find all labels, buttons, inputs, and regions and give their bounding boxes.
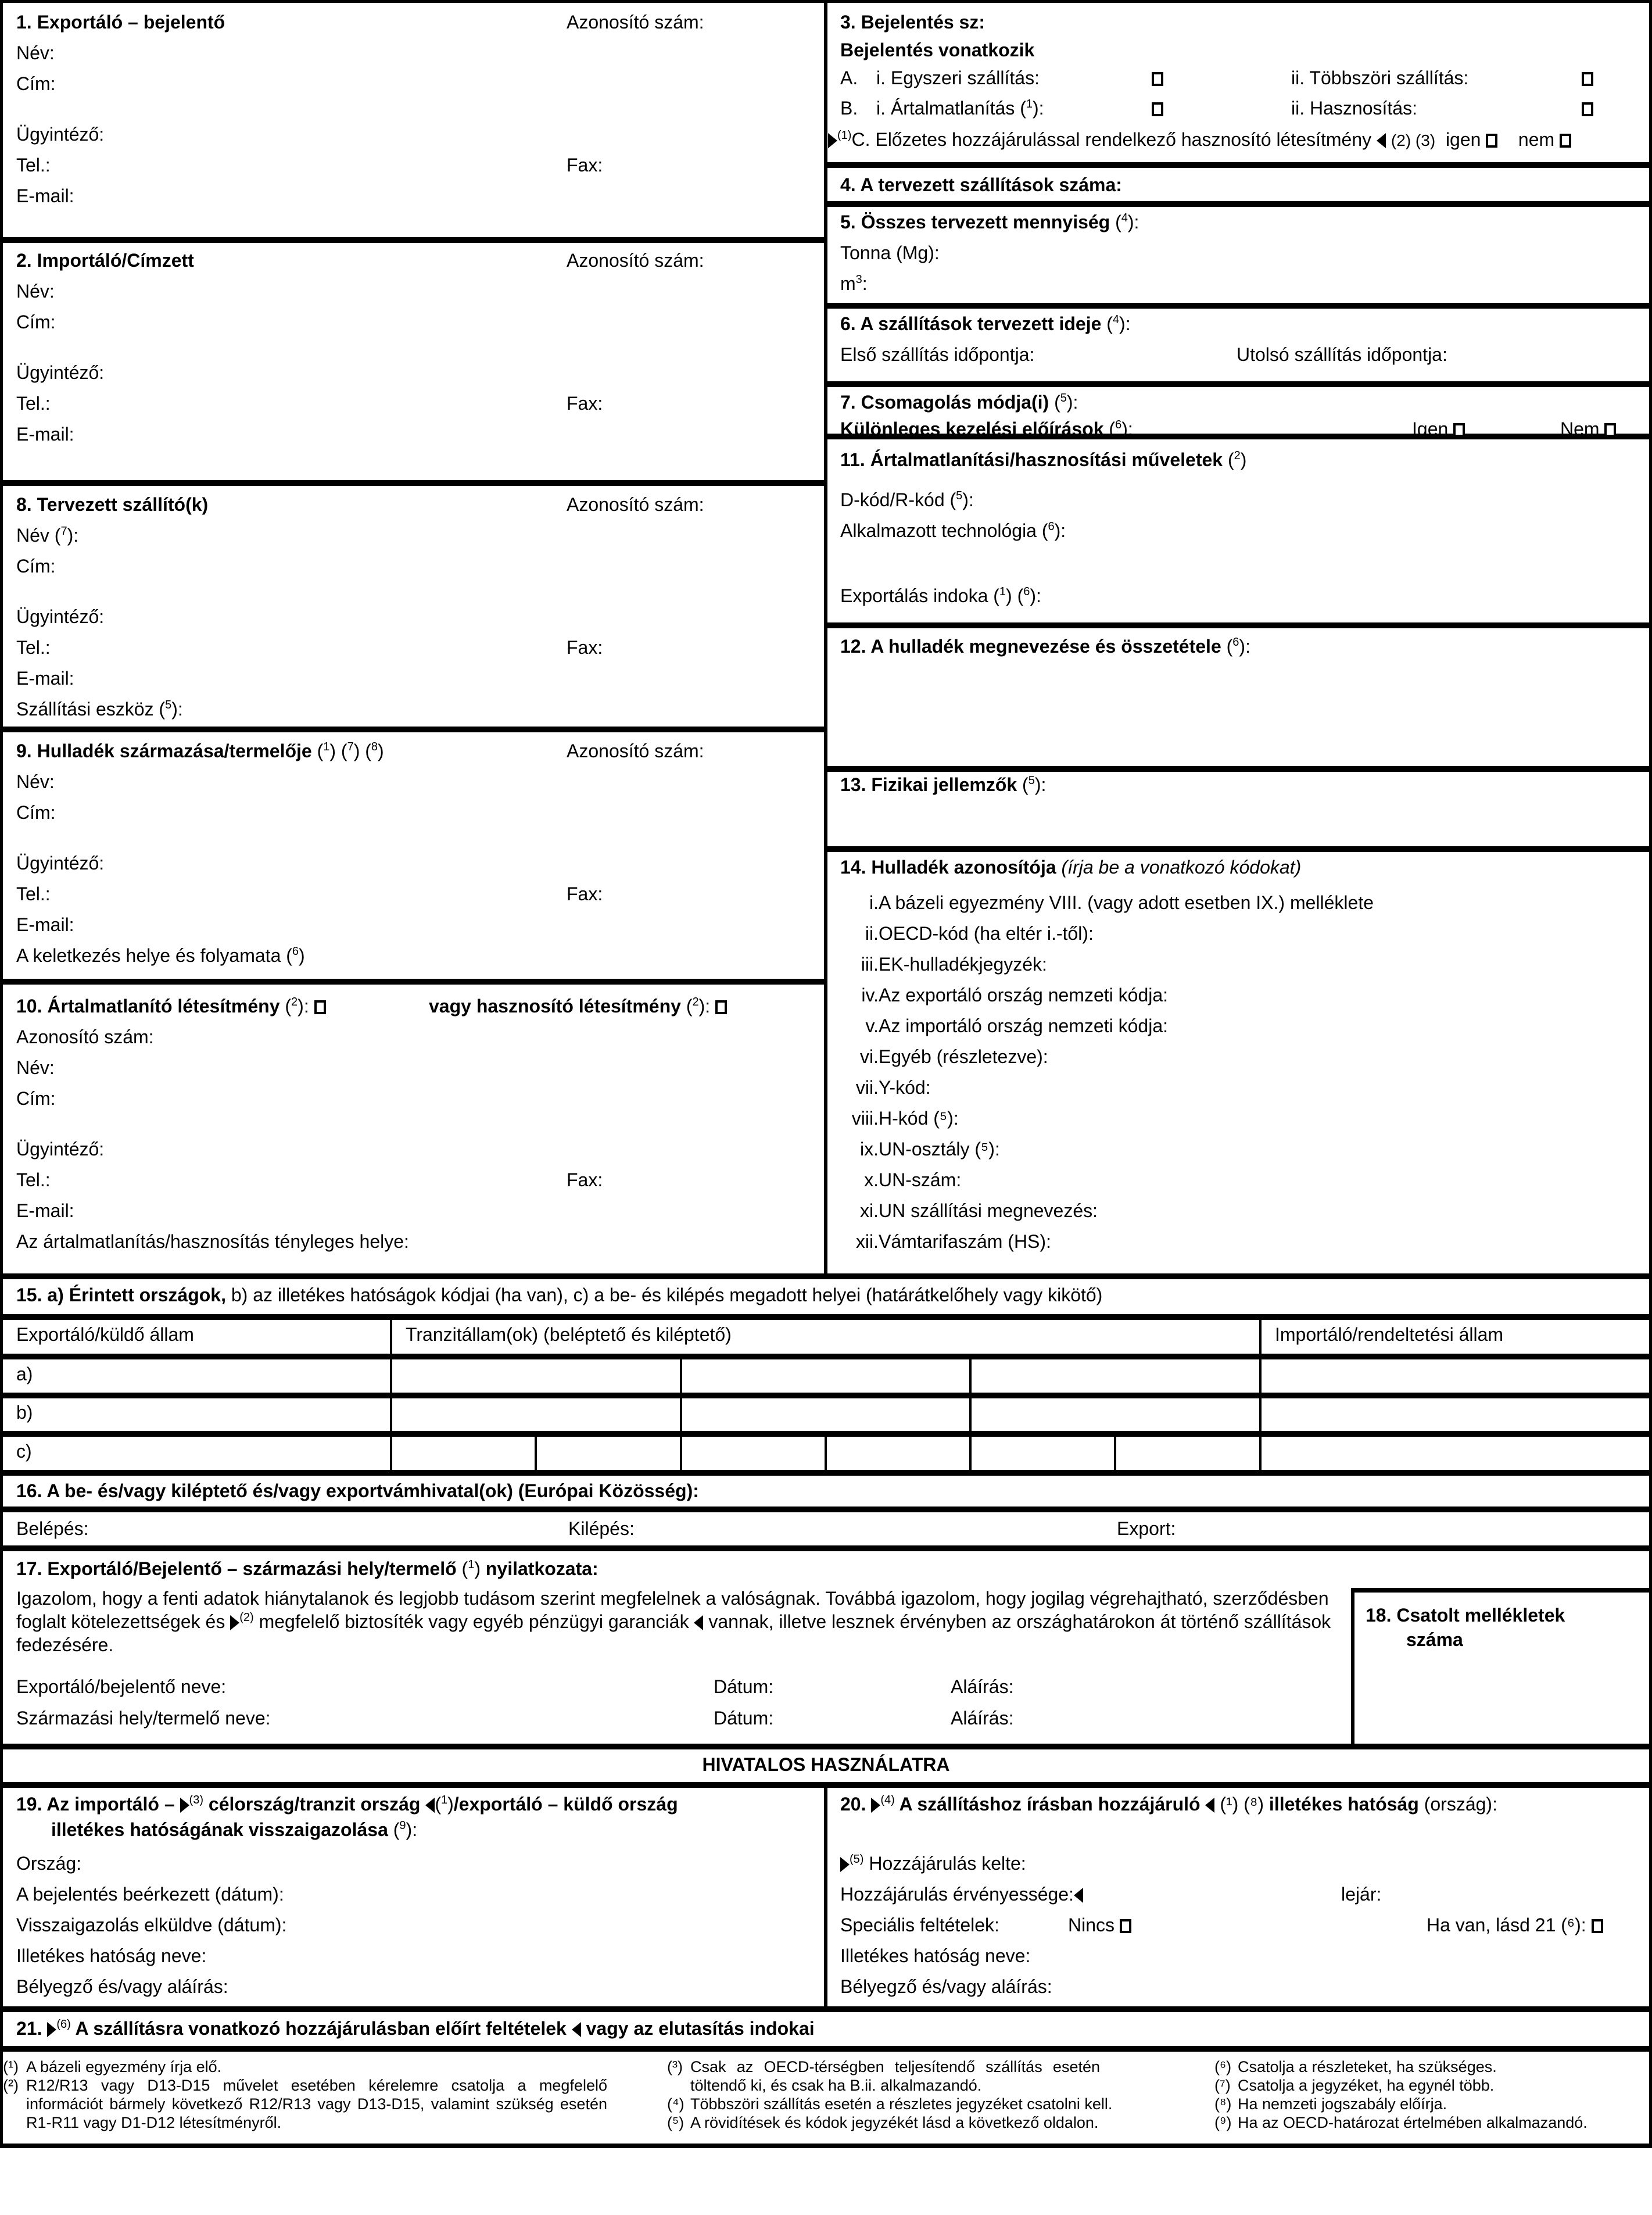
section-18-title-2: száma — [1406, 1629, 1463, 1650]
recovery-checkbox-wrap — [1582, 99, 1593, 117]
footnote-5: (⁵) A rövidítések és kódok jegyzékét lásd a következő oldalon. — [667, 2114, 1099, 2131]
producer-fax-label[interactable]: Fax: — [567, 883, 603, 904]
section-19-title: 19. Az importáló – $^{(3)}$ célország/tranzit ország ($^1$)/exportáló – küldő ország illetékes hatóságának visszaigazolása ($^9$): — [16, 1794, 678, 1840]
recovery-label: ii. Hasznosítás: — [1291, 98, 1417, 119]
carrier-name-label[interactable]: Név ($^7$): — [16, 525, 79, 546]
footnote-1: (¹) A bázeli egyezmény írja elő. — [3, 2058, 222, 2076]
section-21-title[interactable]: 21. $^{(6)}$ A szállításra vonatkozó hozzájárulásban előírt feltételek vagy az elutasítás indokai — [16, 2018, 815, 2039]
table-row-c-label: c) — [16, 1441, 32, 1462]
exporter-date-field[interactable]: Dátum: — [714, 1676, 774, 1697]
special-handling-no: Nem — [1560, 420, 1616, 438]
producer-contact-label[interactable]: Ügyintéző: — [16, 853, 105, 874]
footnotes-bottom-rule — [0, 2145, 1652, 2148]
country-field[interactable]: Ország: — [16, 1853, 82, 1874]
carrier-means-label[interactable]: Szállítási eszköz ($^5$): — [16, 699, 183, 720]
divider — [0, 480, 826, 486]
facility-fax-label[interactable]: Fax: — [567, 1169, 603, 1190]
consent-validity-field[interactable]: Hozzájárulás érvényessége: — [840, 1885, 1083, 1903]
table-col-divider — [1259, 1314, 1262, 1472]
producer-tel-label[interactable]: Tel.: — [16, 883, 51, 904]
insert-end-marker-icon — [1205, 1798, 1214, 1813]
divider — [0, 1545, 1652, 1551]
export-office-label[interactable]: Export: — [1117, 1518, 1176, 1539]
notification-concerns-label: Bejelentés vonatkozik — [840, 40, 1035, 60]
facility-email-label[interactable]: E-mail: — [16, 1200, 74, 1221]
consent-date-field[interactable]: $^{(5)}$ Hozzájárulás kelte: — [840, 1854, 1026, 1873]
carrier-id-label[interactable]: Azonosító szám: — [567, 494, 704, 515]
footnote-9: (⁹) Ha az OECD-határozat értelmében alkalmazandó. — [1214, 2114, 1588, 2131]
table-header-transit-states: Tranzitállam(ok) (beléptető és kiléptető) — [406, 1324, 732, 1345]
section-5-title: 5. Összes tervezett mennyiség ($^4$): — [840, 212, 1139, 232]
export-reason-label[interactable]: Exportálás indoka ($^1$) ($^6$): — [840, 585, 1041, 606]
facility-contact-label[interactable]: Ügyintéző: — [16, 1139, 105, 1160]
carrier-contact-label[interactable]: Ügyintéző: — [16, 606, 105, 627]
no-conditions-checkbox[interactable] — [1120, 1919, 1131, 1933]
exporter-email-label[interactable]: E-mail: — [16, 185, 74, 206]
disposal-checkbox[interactable] — [1152, 102, 1163, 116]
section-14-title: 14. Hulladék azonosítója (írja be a vonatkozó kódokat) — [840, 857, 1302, 878]
section-16-title: 16. A be- és/vagy kiléptető és/vagy exportvámhivatal(ok) (Európai Közösség): — [16, 1480, 699, 1501]
section-13-title[interactable]: 13. Fizikai jellemzők ($^5$): — [840, 774, 1047, 795]
facility-tel-label[interactable]: Tel.: — [16, 1169, 51, 1190]
stamp-signature-field[interactable]: Bélyegző és/vagy aláírás: — [16, 1976, 228, 1997]
multiple-shipments-checkbox-wrap — [1582, 69, 1593, 87]
special-conditions-label: Speciális feltételek: — [840, 1915, 999, 1935]
table-header-import-state: Importáló/rendeltetési állam — [1275, 1324, 1504, 1345]
insert-start-marker-icon — [47, 2022, 56, 2037]
divider — [0, 979, 826, 985]
section-17-title: 17. Exportáló/Bejelentő – származási hely/termelő ($^1$) nyilatkozata: — [16, 1558, 599, 1579]
recovery-checkbox[interactable] — [1582, 102, 1593, 116]
authority-name-field[interactable]: Illetékes hatóság neve: — [16, 1945, 207, 1966]
entry-office-label[interactable]: Belépés: — [16, 1518, 89, 1539]
footnote-7: (⁷) Csatolja a jegyzéket, ha egynél több. — [1214, 2077, 1495, 2094]
table-col-divider — [825, 1431, 827, 1472]
notification-received-field[interactable]: A bejelentés beérkezett (dátum): — [16, 1884, 284, 1905]
exporter-tel-label[interactable]: Tel.: — [16, 155, 51, 176]
footnote-4: (⁴) Többszöri szállítás esetén a részletes jegyzéket csatolni kell. — [667, 2095, 1113, 2113]
section-4-title[interactable]: 4. A tervezett szállítások száma: — [840, 174, 1122, 195]
importer-name-label[interactable]: Név: — [16, 281, 55, 302]
insert-end-marker-icon — [425, 1798, 435, 1813]
d-r-code-label[interactable]: D-kód/R-kód ($^5$): — [840, 489, 974, 510]
exporter-fax-label[interactable]: Fax: — [567, 155, 603, 176]
divider — [824, 846, 1652, 852]
consent-stamp-field[interactable]: Bélyegző és/vagy aláírás: — [840, 1976, 1052, 1997]
section-18-title: 18. Csatolt mellékletek — [1366, 1605, 1565, 1626]
producer-name-label[interactable]: Név: — [16, 771, 55, 792]
disposal-label: i. Ártalmatlanítás ($^1$): — [876, 98, 1044, 119]
technology-label[interactable]: Alkalmazott technológia ($^6$): — [840, 520, 1066, 541]
divider — [0, 727, 826, 732]
column-divider — [824, 0, 827, 1276]
insert-start-marker-icon — [840, 1857, 850, 1872]
special-handling-label: Különleges kezelési előírások ($^6$): — [840, 418, 1133, 439]
special-handling-yes: Igen — [1412, 420, 1465, 438]
table-col-divider — [680, 1354, 682, 1472]
single-shipment-checkbox-wrap — [1152, 69, 1163, 87]
divider — [824, 622, 1652, 628]
producer-id-label[interactable]: Azonosító szám: — [567, 740, 704, 761]
disposal-facility-checkbox[interactable] — [314, 1000, 326, 1014]
carrier-fax-label[interactable]: Fax: — [567, 637, 603, 658]
section-7-title: 7. Csomagolás módja(i) ($^5$): — [840, 392, 1078, 413]
divider — [824, 381, 1652, 387]
exporter-contact-label[interactable]: Ügyintéző: — [16, 124, 105, 145]
consent-expiry-field[interactable]: lejár: — [1341, 1884, 1382, 1905]
facility-address-label[interactable]: Cím: — [16, 1088, 56, 1109]
disposal-checkbox-wrap — [1152, 99, 1163, 117]
divider — [824, 162, 1652, 168]
single-shipment-checkbox[interactable] — [1152, 72, 1163, 86]
divider — [0, 1744, 1652, 1749]
table-col-divider — [535, 1431, 537, 1472]
producer-address-label[interactable]: Cím: — [16, 802, 56, 823]
footnote-6: (⁶) Csatolja a részleteket, ha szükséges. — [1214, 2058, 1497, 2076]
recovery-facility-checkbox[interactable] — [715, 1000, 727, 1014]
column-divider — [1351, 1588, 1354, 1746]
divider — [0, 1273, 1652, 1279]
single-shipment-label: i. Egyszeri szállítás: — [876, 67, 1040, 88]
footnote-8: (⁸) Ha nemzeti jogszabály előírja. — [1214, 2095, 1447, 2113]
consent-authority-name-field[interactable]: Illetékes hatóság neve: — [840, 1945, 1031, 1966]
insert-end-marker-icon — [1377, 133, 1386, 148]
divider — [0, 1314, 1652, 1320]
producer-signature-field[interactable]: Aláírás: — [951, 1708, 1014, 1729]
exporter-name-field[interactable]: Exportáló/bejelentő neve: — [16, 1676, 227, 1697]
option-a-letter: A. — [840, 67, 858, 88]
divider — [0, 2006, 1652, 2012]
insert-start-marker-icon — [230, 1615, 239, 1630]
m3-label[interactable]: $m^3$: — [840, 273, 868, 294]
declaration-text: Igazolom, hogy a fenti adatok hiánytalanok és legjobb tudásom szerint megfelelnek a valóságnak. Továbbá igazolom, hogy jogilag végrehajtható, szerződésben foglalt kötelezettségek és $^{(2)}$ megfelelő biztosíték vagy egyéb pénzügyi garanciák vannak, illetve lesznek érvényben az országhatárokon át történő szállítások fedezésére. — [16, 1588, 1331, 1655]
tonne-label[interactable]: Tonna (Mg): — [840, 242, 940, 263]
conditions-see-21-checkbox[interactable] — [1592, 1919, 1603, 1933]
importer-contact-label[interactable]: Ügyintéző: — [16, 362, 105, 383]
table-col-divider — [969, 1354, 972, 1472]
pre-consented-yes-checkbox[interactable] — [1486, 134, 1497, 148]
exit-office-label[interactable]: Kilépés: — [568, 1518, 635, 1539]
divider — [824, 303, 1652, 309]
producer-name-field[interactable]: Származási hely/termelő neve: — [16, 1708, 271, 1729]
special-handling-yes-checkbox[interactable] — [1453, 423, 1465, 437]
conditions-see-21: Ha van, lásd 21 (⁶): — [1427, 1916, 1603, 1934]
section-15-title: 15. a) Érintett országok, b) az illetékes hatóságok kódjai (ha van), c) a be- és kilépés megadott helyei (határátkelőhely vagy kikötő) — [16, 1284, 1103, 1305]
first-shipment-label[interactable]: Első szállítás időpontja: — [840, 344, 1035, 365]
section-10-title: 10. Ártalmatlanító létesítmény ($^2$): — [16, 997, 326, 1015]
column-divider — [824, 1782, 827, 2009]
insert-start-marker-icon — [871, 1798, 880, 1813]
section-3-title: 3. Bejelentés sz: — [840, 12, 985, 33]
official-use-heading: HIVATALOS HASZNÁLATRA — [702, 1754, 950, 1775]
divider — [0, 237, 826, 243]
divider — [0, 1507, 1652, 1512]
section-2-title: 2. Importáló/Címzett — [16, 250, 194, 271]
footnote-2: (²) R12/R13 vagy D13-D15 művelet esetében kérelemre csatolja a megfelelő információt bármely következő R12/R13 vagy D13-D15, valamint szükség esetén R1-R11 vagy D1-D12 létesítményről. — [3, 2077, 607, 2131]
importer-email-label[interactable]: E-mail: — [16, 424, 74, 445]
exporter-address-label[interactable]: Cím: — [16, 73, 56, 94]
insert-start-marker-icon — [828, 133, 837, 148]
facility-id-label[interactable]: Azonosító szám: — [16, 1026, 154, 1047]
facility-name-label[interactable]: Név: — [16, 1057, 55, 1078]
carrier-address-label[interactable]: Cím: — [16, 556, 56, 577]
divider — [0, 1354, 1652, 1359]
importer-fax-label[interactable]: Fax: — [567, 393, 603, 414]
table-col-divider — [1114, 1431, 1116, 1472]
section-8-title: 8. Tervezett szállító(k) — [16, 494, 209, 515]
table-row-b-label: b) — [16, 1402, 33, 1423]
insert-end-marker-icon — [572, 2022, 581, 2037]
exporter-name-label[interactable]: Név: — [16, 42, 55, 63]
insert-end-marker-icon — [694, 1615, 703, 1630]
no-conditions: Nincs — [1068, 1916, 1131, 1934]
insert-start-marker-icon — [180, 1798, 189, 1813]
last-shipment-label[interactable]: Utolsó szállítás időpontja: — [1237, 344, 1447, 365]
pre-consented-no-checkbox[interactable] — [1560, 134, 1571, 148]
divider — [1352, 1588, 1652, 1593]
producer-email-label[interactable]: E-mail: — [16, 914, 74, 935]
exporter-signature-field[interactable]: Aláírás: — [951, 1676, 1014, 1697]
pre-consented-row: $^{(1)}$C. Előzetes hozzájárulással rendelkező hasznosító létesítmény (2) (3) igen nem — [828, 130, 1571, 149]
section-9-title: 9. Hulladék származása/termelője ($^1$) ($^7$) ($^8$) — [16, 740, 384, 761]
section-10-recovery-title: vagy hasznosító létesítmény ($^2$): — [429, 997, 727, 1015]
carrier-tel-label[interactable]: Tel.: — [16, 637, 51, 658]
divider — [0, 2046, 1652, 2052]
divider — [824, 201, 1652, 207]
table-row-a-label: a) — [16, 1364, 33, 1384]
table-col-divider — [390, 1314, 392, 1472]
option-b-letter: B. — [840, 98, 858, 119]
footnote-3: (³) Csak az OECD-térségben teljesítendő szállítás esetén töltendő ki, és csak ha B.ii. alkalmazandó. — [667, 2058, 1100, 2094]
carrier-email-label[interactable]: E-mail: — [16, 668, 74, 689]
multiple-shipments-checkbox[interactable] — [1582, 72, 1593, 86]
importer-id-label[interactable]: Azonosító szám: — [567, 250, 704, 271]
section-6-title: 6. A szállítások tervezett ideje ($^4$): — [840, 313, 1131, 334]
multiple-shipments-label: ii. Többszöri szállítás: — [1291, 67, 1469, 88]
exporter-id-label[interactable]: Azonosító szám: — [567, 12, 704, 33]
section-20-title: 20. $^{(4)}$ A szállításhoz írásban hozzájáruló (¹) (⁸) illetékes hatóság (ország): — [840, 1794, 1497, 1815]
section-1-title: 1. Exportáló – bejelentő — [16, 12, 225, 33]
section-12-title[interactable]: 12. A hulladék megnevezése és összetétele ($^6$): — [840, 636, 1250, 657]
producer-date-field[interactable]: Dátum: — [714, 1708, 774, 1729]
special-handling-no-checkbox[interactable] — [1604, 423, 1616, 437]
producer-site-label[interactable]: A keletkezés helye és folyamata ($^6$) — [16, 945, 305, 966]
insert-end-marker-icon — [1074, 1888, 1083, 1903]
table-header-export-state: Exportáló/küldő állam — [16, 1324, 194, 1345]
importer-address-label[interactable]: Cím: — [16, 312, 56, 332]
divider — [824, 766, 1652, 772]
facility-site-label[interactable]: Az ártalmatlanítás/hasznosítás tényleges helye: — [16, 1231, 409, 1252]
importer-tel-label[interactable]: Tel.: — [16, 393, 51, 414]
section-11-title: 11. Ártalmatlanítási/hasznosítási műveletek ($^2$) — [840, 449, 1247, 470]
acknowledgement-sent-field[interactable]: Visszaigazolás elküldve (dátum): — [16, 1915, 287, 1935]
divider — [0, 1393, 1652, 1398]
